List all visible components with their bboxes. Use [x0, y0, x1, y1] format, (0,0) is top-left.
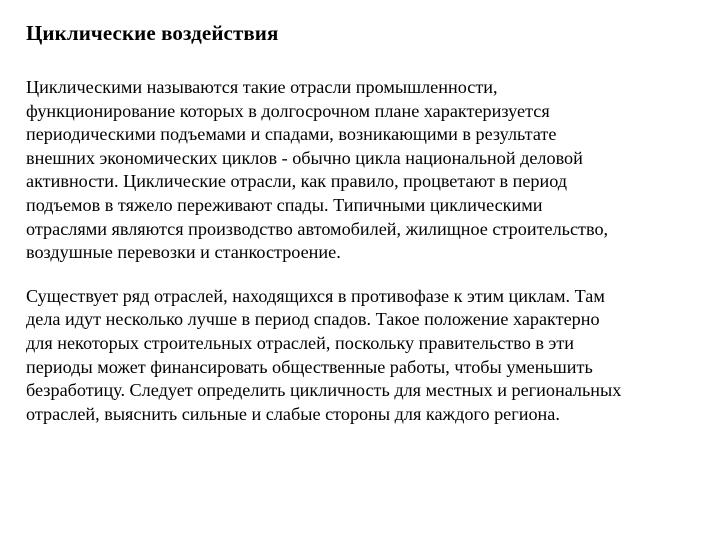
text-line: для некоторых строительных отраслей, поскольку правительство в эти — [26, 332, 575, 353]
text-line: Циклическими называются такие отрасли промышленности, — [26, 77, 498, 97]
text-line: функционирование которых в долгосрочном плане характеризуется — [26, 100, 550, 121]
paragraph-2 — [26, 285, 708, 427]
text-line: воздушные перевозки и станкостроение. — [26, 242, 341, 263]
text-line: отраслей, выяснить сильные и слабые стороны для каждого региона. — [26, 403, 560, 424]
text-line: подъемов в тяжело переживают спады. Типичными циклическими — [26, 194, 543, 215]
paragraph-1 — [26, 76, 708, 265]
text-line: периодическими подъемами и спадами, возникающими в результате — [26, 124, 557, 145]
slide-title: Циклические воздействия — [26, 21, 279, 45]
slide-body — [26, 76, 708, 426]
text-line: внешних экономических циклов - обычно цикла национальной деловой — [26, 147, 583, 168]
text-line: дела идут несколько лучше в период спадов. Такое положение характерно — [26, 309, 600, 330]
text-line: отраслями являются производство автомобилей, жилищное строительство, — [26, 218, 609, 239]
text-line: Существует ряд отраслей, находящихся в противофазе к этим циклам. Там — [26, 285, 605, 306]
text-line: безработицу. Следует определить цикличность для местных и региональных — [26, 380, 622, 401]
text-line: активности. Циклические отрасли, как правило, процветают в период — [26, 171, 568, 192]
text-line: периоды может финансировать общественные работы, чтобы уменьшить — [26, 356, 593, 377]
